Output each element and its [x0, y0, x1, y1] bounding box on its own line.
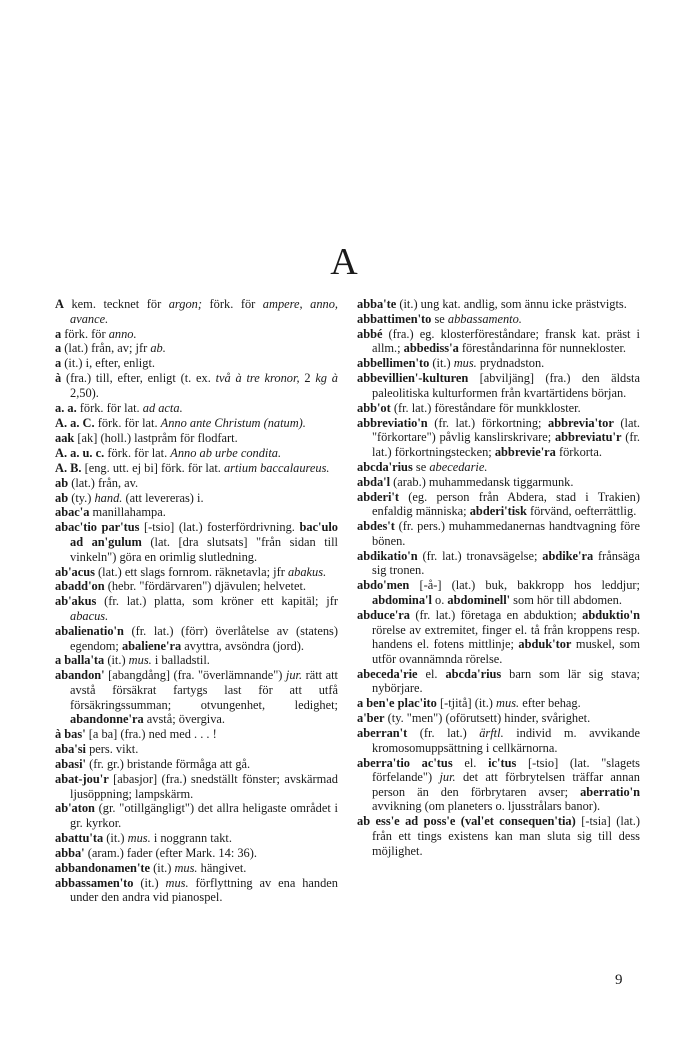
entry-italic-text: mus.	[453, 356, 477, 371]
entry-headword: abderi't	[357, 489, 399, 504]
entry-headword: ab ess'e ad poss'e (val'et consequen'tia)	[357, 814, 576, 829]
entry-text: rätt att avstå försäkrat fartygs last för att utfå försäkringssumman; otvungenhet, ledighet;	[70, 668, 339, 712]
entry-italic-text: anno.	[108, 326, 137, 341]
entry-text: kem. tecknet för	[63, 297, 169, 311]
entry-text: förk. för lat.	[104, 445, 171, 460]
entry-text: el.	[452, 755, 489, 770]
dictionary-entry	[357, 475, 640, 490]
dictionary-entry	[55, 846, 338, 861]
dictionary-entry	[55, 565, 338, 580]
entry-italic-text: ampere, anno, avance.	[70, 297, 339, 326]
entry-headword: abba'	[55, 845, 85, 860]
entry-text: i noggrann takt.	[150, 830, 232, 845]
dictionary-entry	[55, 446, 338, 461]
entry-italic-text: ab.	[150, 341, 166, 356]
entry-text: individ m. avvikande kromosomuppsättning i cellkärnorna.	[372, 726, 640, 755]
entry-text: (hebr. "fördärvaren") djävulen; helvetet.	[104, 579, 306, 594]
dictionary-entry	[357, 312, 640, 327]
entry-text: se	[431, 311, 448, 326]
entry-text: (it.)	[133, 875, 166, 890]
entry-headword: ab'acus	[55, 564, 95, 579]
entry-text: (fr. lat.) (förr) överlåtelse av (statens) egendom;	[70, 623, 338, 653]
entry-headword: abdomina'l	[372, 593, 432, 607]
dictionary-entry	[357, 356, 640, 371]
entry-text: [ak] (holl.) lastpråm för flodfart.	[74, 430, 238, 445]
entry-text: som hör till abdomen.	[510, 593, 622, 607]
entry-text: i balladstil.	[151, 653, 210, 668]
entry-headword: abba'te	[357, 297, 397, 311]
entry-headword: abdes't	[357, 519, 395, 534]
entry-headword: à bas'	[55, 727, 86, 742]
entry-headword: aberran't	[357, 726, 408, 741]
entry-headword: a	[55, 356, 62, 371]
entry-headword: abbé	[357, 326, 383, 341]
entry-text: (fr. pers.) muhammedanernas handtvagning före bönen.	[372, 519, 640, 548]
entry-headword: abbassamen'to	[55, 875, 134, 890]
entry-headword: abbreviatio'n	[357, 415, 428, 430]
entry-headword: a	[55, 341, 62, 356]
entry-text: (fr. lat.) förkortning;	[427, 415, 549, 430]
entry-headword: abcda'rius	[357, 459, 413, 474]
entry-text: förvänd, oefterrättlig.	[526, 504, 637, 519]
entry-text: (fr. lat.)	[407, 726, 480, 741]
entry-headword: abda'l	[357, 474, 391, 489]
entry-headword: ab'aton	[55, 801, 95, 816]
entry-headword: abaliene'ra	[121, 638, 182, 653]
entry-text: föreståndarinna för nunnekloster.	[458, 341, 626, 356]
entry-headword: abattu'ta	[55, 830, 104, 845]
dictionary-entry	[357, 549, 640, 578]
entry-italic-text: mus.	[165, 875, 189, 890]
dictionary-entry	[55, 505, 338, 520]
entry-italic-text: mus.	[174, 860, 198, 875]
entry-text: (fr. gr.) bristande förmåga att gå.	[86, 756, 251, 771]
entry-headword: abduk'tor	[518, 637, 572, 652]
dictionary-entry	[55, 356, 338, 371]
dictionary-entry	[55, 491, 338, 506]
dictionary-entry	[55, 371, 338, 400]
entry-headword: A. a. u. c.	[55, 445, 105, 460]
entry-headword: aberratio'n	[580, 784, 640, 799]
right-column	[357, 297, 640, 858]
entry-text: efter behag.	[519, 696, 581, 711]
entry-text: (eg. person från Abdera, stad i Trakien) enfaldig människa;	[372, 489, 640, 519]
entry-text: [abangdång] (fra. "överlämnande")	[104, 668, 286, 683]
dictionary-entry	[55, 297, 338, 326]
entry-italic-text: Anno ab urbe condita.	[170, 445, 282, 460]
entry-text: (fr. lat.) föreståndare för munkkloster.	[390, 400, 581, 415]
entry-headword: abbevillien'-kulturen	[357, 371, 469, 386]
entry-text: (it.)	[104, 653, 129, 668]
dictionary-entry	[357, 726, 640, 755]
entry-text: förk. för	[202, 297, 263, 311]
section-letter-heading: A	[330, 241, 358, 283]
dictionary-entry	[55, 520, 338, 564]
entry-italic-text: abecedarie.	[429, 459, 488, 474]
entry-text: [-tsia] (lat.) från ett tings existens kan man sluta sig till dess möjlighet.	[372, 814, 640, 858]
entry-text: förkorta.	[555, 445, 602, 459]
dictionary-entry	[55, 653, 338, 668]
entry-headword: a ben'e plac'ito	[357, 696, 437, 711]
entry-text: (it.)	[103, 830, 128, 845]
dictionary-entry	[357, 756, 640, 814]
entry-text: barn som lär sig stava; nybörjare.	[372, 666, 640, 696]
entry-italic-text: mus.	[128, 653, 152, 668]
entry-text: (lat. "förkortare") påvlig kanslirskrivare;	[372, 415, 640, 445]
entry-text: [-tsio] (lat.) fosterfördrivning.	[139, 520, 300, 535]
dictionary-entry	[55, 668, 338, 726]
entry-text: prydnadston.	[476, 356, 545, 371]
entry-headword: abbellimen'to	[357, 356, 430, 371]
dictionary-entry	[55, 757, 338, 772]
entry-text: förk. för lat.	[94, 415, 161, 430]
dictionary-entry	[357, 371, 640, 400]
entry-headword: aberra'tio ac'tus	[357, 755, 453, 770]
dictionary-entry	[55, 831, 338, 846]
entry-headword: abeceda'rie	[357, 666, 418, 681]
entry-headword: a'ber	[357, 711, 385, 726]
dictionary-entry	[357, 814, 640, 858]
entry-italic-text: abbassamento.	[447, 311, 522, 326]
entry-headword: a. a.	[55, 400, 77, 415]
dictionary-entry	[357, 297, 640, 312]
dictionary-entry	[357, 490, 640, 519]
entry-headword: ic'tus	[488, 755, 517, 770]
dictionary-entry	[357, 460, 640, 475]
entry-headword: A	[55, 297, 64, 311]
entry-headword: abbandonamen'te	[55, 860, 151, 875]
entry-headword: aak	[55, 430, 75, 445]
dictionary-entry	[55, 476, 338, 491]
dictionary-entry	[55, 742, 338, 757]
page-number: 9	[615, 972, 623, 988]
entry-text: [-tjitå] (it.)	[436, 696, 497, 711]
entry-headword: abdikatio'n	[357, 548, 418, 563]
entry-italic-text: argon;	[168, 297, 203, 311]
entry-text: förflyttning av ena handen under den andra vid pianospel.	[70, 875, 338, 905]
dictionary-entry	[55, 861, 338, 876]
entry-headword: ab	[55, 490, 69, 505]
entry-headword: abcda'rius	[445, 666, 502, 681]
entry-text: [abasjor] (fra.) snedställt fönster; avskärmad ljusöppning; lampskärm.	[70, 771, 338, 801]
entry-headword: abbreviatu'r	[554, 430, 622, 445]
entry-text: o.	[431, 593, 448, 607]
dictionary-entry	[55, 461, 338, 476]
entry-headword: abdominell'	[447, 593, 511, 607]
dictionary-entry	[357, 608, 640, 666]
entry-text: pers. vikt.	[86, 742, 139, 757]
entry-text: (it.)	[150, 860, 175, 875]
entry-headword: a balla'ta	[55, 653, 105, 668]
left-column	[55, 297, 338, 905]
entry-text: (aram.) fader (efter Mark. 14: 36).	[84, 845, 257, 860]
entry-headword: abac'a	[55, 505, 90, 520]
entry-headword: abac'tio par'tus	[55, 520, 140, 535]
entry-italic-text: kg à	[315, 371, 338, 386]
entry-text: (ty. "men") (oförutsett) hinder, svårighet.	[384, 711, 591, 726]
dictionary-entry	[55, 579, 338, 594]
entry-text: det att förbrytelsen träffar annan person än den förbrytaren avser;	[372, 770, 641, 799]
entry-text: (fr. lat.) platta, som kröner ett kapitäl; jfr	[96, 594, 338, 609]
entry-text: hängivet.	[197, 860, 247, 875]
entry-italic-text: mus.	[127, 830, 151, 845]
entry-text: 2,50).	[70, 385, 99, 400]
entry-text: (gr. "otillgängligt") det allra heligaste området i gr. kyrkor.	[70, 801, 338, 831]
entry-headword: ab'akus	[55, 594, 97, 609]
entry-text: (it.) i, efter, enligt.	[61, 356, 155, 371]
dictionary-entry	[55, 624, 338, 653]
entry-headword: ab	[55, 475, 69, 490]
entry-text: [-tsio] (lat. "slagets förfelande")	[372, 755, 641, 785]
entry-headword: abb'ot	[357, 400, 391, 415]
entry-headword: abbrevie'ra	[494, 445, 556, 459]
dictionary-entry	[55, 594, 338, 623]
dictionary-entry	[55, 801, 338, 830]
dictionary-entry	[55, 341, 338, 356]
entry-text: (ty.)	[68, 490, 95, 505]
entry-text: (fra.) till, efter, enligt (t. ex.	[61, 371, 216, 386]
entry-headword: abderi'tisk	[469, 504, 527, 519]
entry-italic-text: abacus.	[70, 608, 109, 623]
entry-text: (fra.) eg. klosterföreståndare; fransk kat. präst i allm.;	[372, 326, 640, 356]
dictionary-entry	[357, 578, 640, 607]
entry-headword: abat-jou'r	[55, 771, 109, 786]
entry-headword: à	[55, 371, 62, 386]
entry-text: (lat.) från, av; jfr	[61, 341, 151, 356]
entry-text: [a ba] (fra.) ned med . . . !	[85, 727, 217, 742]
entry-headword: bac'ulo ad an'gulum	[70, 520, 338, 549]
entry-italic-text: jur.	[439, 770, 456, 785]
dictionary-entry	[55, 772, 338, 801]
entry-text: (lat.) från, av.	[68, 475, 139, 490]
entry-text: (arab.) muhammedansk tiggarmunk.	[390, 474, 574, 489]
entry-italic-text: mus.	[496, 696, 520, 711]
dictionary-entry	[55, 401, 338, 416]
entry-italic-text: hand.	[94, 490, 123, 505]
entry-text: avyttra, avsöndra (jord).	[181, 638, 305, 653]
entry-headword: abbattimen'to	[357, 311, 432, 326]
entry-italic-text: ad acta.	[142, 400, 183, 415]
dictionary-entry	[55, 727, 338, 742]
dictionary-entry	[55, 431, 338, 446]
entry-text: (lat. [dra slutsats] "från sidan till vinkeln") göra en orimlig slutledning.	[70, 534, 338, 564]
entry-text: (fr. lat.) förkortningstecken;	[372, 430, 640, 459]
entry-text: manillahampa.	[89, 505, 166, 520]
entry-italic-text: ärftl.	[479, 726, 504, 741]
entry-text: (it.) ung kat. andlig, som ännu icke prästvigts.	[396, 297, 627, 311]
entry-text: rörelse av extremitet, finger el. tå från kroppens resp. handens el. fotens mittlinje;	[372, 622, 640, 652]
entry-text: (fr. lat.) tronavsägelse;	[417, 548, 543, 563]
entry-text: (att levereras) i.	[122, 490, 204, 505]
entry-headword: abduktio'n	[582, 607, 640, 622]
entry-headword: abbrevia'tor	[548, 415, 614, 430]
entry-headword: abalienatio'n	[55, 623, 124, 638]
dictionary-entry	[55, 416, 338, 431]
entry-text: avvikning (om planeters o. ljusstrålars banor).	[372, 799, 601, 814]
dictionary-entry	[357, 416, 640, 460]
entry-italic-text: jur.	[285, 668, 303, 683]
entry-text: frånsäga sig tronen.	[372, 548, 641, 578]
entry-headword: abduce'ra	[357, 607, 411, 622]
entry-headword: abdo'men	[357, 578, 410, 593]
entry-text: el.	[417, 666, 446, 681]
entry-text: 2	[299, 371, 316, 386]
entry-text: förk. för	[61, 326, 109, 341]
entry-italic-text: abakus.	[287, 564, 327, 579]
entry-headword: aba'si	[55, 742, 86, 757]
entry-headword: A. a. C.	[55, 415, 95, 430]
entry-headword: A. B.	[55, 460, 82, 475]
entry-text: (lat.) ett slags fornrom. räknetavla; jfr	[94, 564, 288, 579]
entry-text: muskel, som utför ovannämnda rörelse.	[372, 637, 640, 666]
dictionary-entry	[55, 327, 338, 342]
entry-text: avstå; övergiva.	[143, 712, 226, 727]
entry-headword: abdike'ra	[542, 548, 594, 563]
entry-text: (fr. lat.) företaga en abduktion;	[410, 607, 583, 622]
entry-headword: abasi'	[55, 756, 86, 771]
entry-italic-text: artium baccalaureus.	[223, 460, 330, 475]
entry-text: förk. för lat.	[76, 400, 143, 415]
entry-text: [eng. utt. ej bi] förk. för lat.	[81, 460, 224, 475]
dictionary-entry	[357, 696, 640, 711]
entry-italic-text: Anno ante Christum (natum).	[160, 415, 306, 430]
dictionary-entry	[357, 711, 640, 726]
entry-headword: abandonne'ra	[70, 712, 144, 727]
entry-headword: abadd'on	[55, 579, 105, 594]
entry-text: se	[412, 459, 430, 474]
entry-italic-text: två à tre kronor,	[215, 371, 300, 386]
entry-headword: a	[55, 326, 62, 341]
dictionary-entry	[55, 876, 338, 905]
entry-text: [abviljäng] (fra.) den äldsta paleolitiska kulturformen från kvartärtidens början.	[372, 371, 640, 400]
dictionary-entry	[357, 667, 640, 696]
dictionary-entry	[357, 519, 640, 548]
entry-text: [-å-] (lat.) buk, bakkropp hos leddjur;	[409, 578, 640, 593]
dictionary-entry	[357, 401, 640, 416]
entry-text: (it.)	[429, 356, 454, 371]
entry-headword: abbediss'a	[403, 341, 459, 356]
dictionary-entry	[357, 327, 640, 356]
entry-headword: abandon'	[55, 668, 105, 683]
